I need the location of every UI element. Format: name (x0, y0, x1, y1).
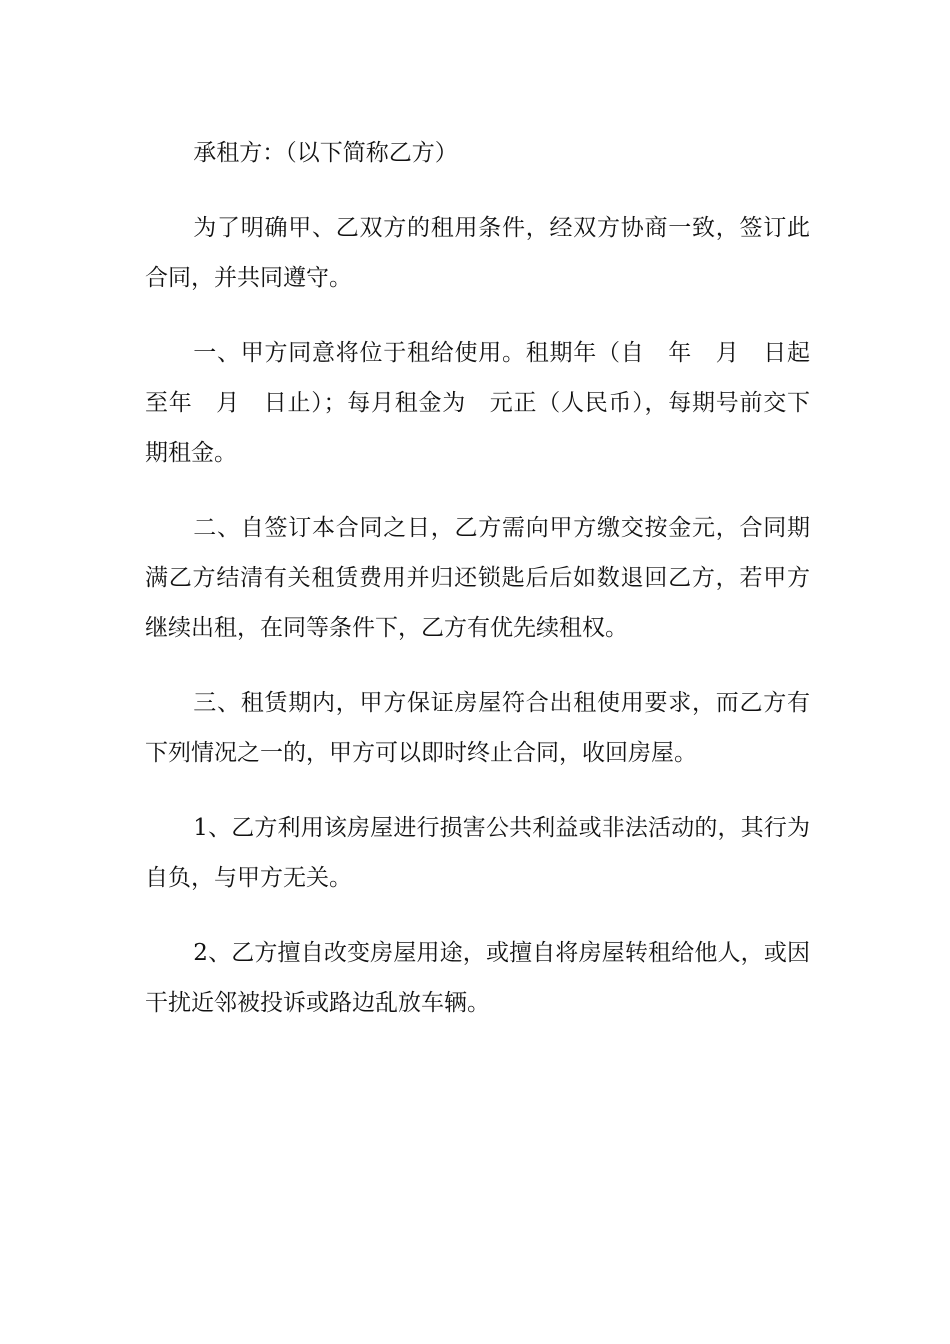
clause-one: 一、甲方同意将位于租给使用。租期年（自 年 月 日起至年 月 日止）；每月租金为 元正（人民币），每期号前交下期租金。 (145, 340, 810, 466)
sub-clause-2: 2、乙方擅自改变房屋用途，或擅自将房屋转租给他人，或因干扰近邻被投诉或路边乱放车辆。 (145, 940, 810, 1016)
preamble-paragraph: 为了明确甲、乙双方的租用条件，经双方协商一致，签订此合同，并共同遵守。 (145, 215, 810, 291)
contract-body (145, 128, 810, 1053)
lessee-line: 承租方：（以下简称乙方） (193, 140, 458, 166)
clause-two: 二、自签订本合同之日，乙方需向甲方缴交按金元，合同期满乙方结清有关租赁费用并归还锁匙后后如数退回乙方，若甲方继续出租，在同等条件下，乙方有优先续租权。 (145, 515, 810, 641)
clause-three: 三、租赁期内，甲方保证房屋符合出租使用要求，而乙方有下列情况之一的，甲方可以即时终止合同，收回房屋。 (145, 690, 810, 766)
sub-clause-1: 1、乙方利用该房屋进行损害公共利益或非法活动的，其行为自负，与甲方无关。 (145, 815, 810, 891)
